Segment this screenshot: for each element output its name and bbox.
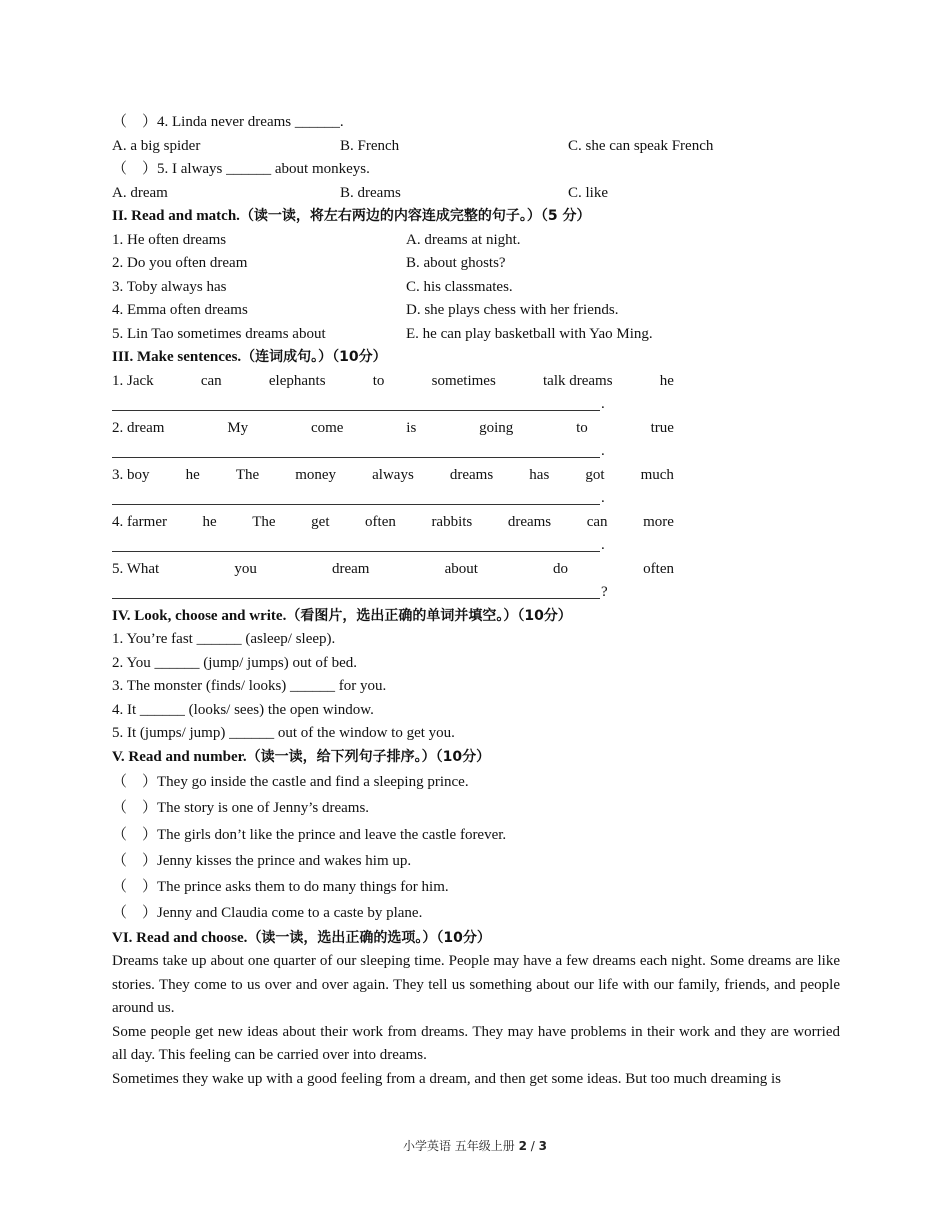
word: can [200, 372, 222, 389]
page-total: 3 [538, 1139, 548, 1153]
sentence-end-mark: ? [601, 584, 608, 600]
sentence-end-mark: . [601, 396, 605, 412]
match-row [112, 323, 840, 347]
underline [112, 410, 600, 411]
section-title: III. Make sentences. [112, 349, 242, 365]
word: money [295, 466, 337, 483]
word-bank [112, 511, 674, 535]
footer-label: 小学英语 五年级上册 [402, 1139, 515, 1153]
mc-question-5: （ ）5. I always ______ about monkeys. [112, 161, 370, 177]
option-a: A. dream [112, 184, 168, 201]
word: 4. farmer [112, 513, 167, 530]
word-bank [112, 417, 674, 441]
match-row [112, 299, 840, 323]
order-item: （ ）The girls don’t like the prince and leave the castle forever. [112, 826, 507, 843]
word: dreams [449, 466, 494, 483]
section-title: VI. Read and choose. [112, 929, 248, 946]
fill-item: 1. You’re fast ______ (asleep/ sleep). [112, 631, 336, 647]
word: true [650, 419, 674, 436]
word: talk dreams [543, 372, 613, 389]
underline [112, 551, 600, 552]
match-row [112, 276, 840, 300]
option-c: C. like [568, 184, 608, 201]
sentence-items [112, 370, 840, 605]
section-instruction: （连词成句。）（10分） [241, 349, 387, 365]
match-left: 3. Toby always has [112, 278, 227, 295]
section-5-heading [112, 746, 840, 770]
option-b: B. dreams [340, 184, 401, 201]
word: often [643, 560, 674, 577]
word: do [553, 560, 569, 577]
word: got [585, 466, 605, 483]
sentence-end-mark: . [601, 443, 605, 459]
match-row [112, 252, 840, 276]
match-left: 5. Lin Tao sometimes dreams about [112, 325, 326, 342]
fill-item: 5. It (jumps/ jump) ______ out of the window to get you. [112, 725, 455, 741]
section-instruction: （读一读，给下列句子排序。）（10分） [246, 748, 491, 765]
word: he [202, 513, 217, 530]
word: get [311, 513, 330, 530]
section-instruction: （读一读，将左右两边的内容连成完整的句子。）（5 分） [239, 208, 591, 224]
word: often [365, 513, 396, 530]
section-6-heading [112, 927, 840, 951]
option-b: B. French [340, 137, 400, 154]
fill-item: 4. It ______ (looks/ sees) the open window. [112, 701, 374, 718]
section-title: II. Read and match. [112, 208, 240, 224]
match-left: 4. Emma often dreams [112, 302, 248, 318]
word: he [185, 466, 200, 483]
word: dreams [507, 513, 552, 530]
word: much [640, 466, 674, 483]
word: you [234, 560, 257, 577]
answer-line[interactable] [112, 487, 840, 511]
underline [112, 598, 600, 599]
word-bank [112, 464, 674, 488]
word: has [529, 466, 550, 483]
order-item: （ ）Jenny and Claudia come to a caste by plane. [112, 905, 423, 922]
order-item: （ ）The story is one of Jenny’s dreams. [112, 800, 370, 817]
word: can [586, 513, 608, 530]
match-row [112, 229, 840, 253]
underline [112, 457, 600, 458]
sentence-end-mark: . [601, 537, 605, 553]
section-title: IV. Look, choose and write. [112, 607, 287, 624]
word: 2. dream [112, 419, 165, 436]
word: is [406, 419, 417, 436]
match-right: E. he can play basketball with Yao Ming. [406, 325, 653, 342]
answer-line[interactable] [112, 440, 840, 464]
order-item: （ ）The prince asks them to do many things for him. [112, 879, 449, 896]
word: sometimes [431, 372, 496, 389]
answer-line[interactable] [112, 581, 840, 605]
section-instruction: （看图片，选出正确的单词并填空。）（10分） [286, 607, 572, 624]
match-left: 2. Do you often dream [112, 255, 248, 271]
match-left: 1. He often dreams [112, 231, 227, 248]
mc-options-4 [112, 135, 840, 159]
word: 5. What [112, 560, 160, 577]
word: elephants [268, 372, 326, 389]
option-c: C. she can speak French [568, 137, 714, 154]
worksheet-page [112, 111, 840, 1091]
section-3-heading [112, 346, 840, 370]
word: going [479, 419, 514, 436]
reading-paragraph: Some people get new ideas about their work from dreams. They may have problems in their work and they are worried all day. This feeling can be carried over into dreams. [112, 1023, 840, 1064]
word: about [444, 560, 478, 577]
word: dream [331, 560, 370, 577]
match-right: C. his classmates. [406, 278, 513, 295]
word: more [643, 513, 674, 530]
word: rabbits [431, 513, 473, 530]
match-right: A. dreams at night. [406, 231, 521, 248]
page-footer [0, 1137, 950, 1154]
word: to [372, 372, 385, 389]
word-bank [112, 370, 674, 394]
order-item: （ ）Jenny kisses the prince and wakes him up. [112, 852, 412, 869]
word: come [310, 419, 344, 436]
fill-item: 2. You ______ (jump/ jumps) out of bed. [112, 654, 358, 671]
word: The [235, 466, 260, 483]
section-instruction: （读一读，选出正确的选项。）（10分） [247, 929, 491, 946]
reading-paragraph: Dreams take up about one quarter of our sleeping time. People may have a few dreams each night. Some dreams are like stories. They come to us over and over again. They tell us something about our life with our family, friends, and people around us. [112, 953, 840, 1017]
section-4-heading [112, 605, 840, 629]
reading-paragraph: Sometimes they wake up with a good feeling from a dream, and then get some ideas. But too much dreaming is [112, 1070, 782, 1087]
word: My [227, 419, 249, 436]
word: always [372, 466, 414, 483]
page-separator: / [530, 1139, 535, 1153]
word-bank [112, 558, 674, 582]
match-right: B. about ghosts? [406, 255, 506, 271]
page-number: 2 [518, 1139, 527, 1153]
word: to [576, 419, 588, 436]
order-item: （ ）They go inside the castle and find a sleeping prince. [112, 774, 469, 790]
fill-item: 3. The monster (finds/ looks) ______ for you. [112, 678, 387, 694]
section-title: V. Read and number. [112, 748, 247, 765]
sentence-end-mark: . [601, 490, 605, 506]
answer-line[interactable] [112, 393, 840, 417]
answer-line[interactable] [112, 534, 840, 558]
word: 3. boy [112, 466, 150, 483]
mc-options-5 [112, 182, 840, 206]
word: 1. Jack [112, 372, 154, 389]
word: The [252, 513, 276, 530]
mc-question-4: （ ）4. Linda never dreams ______. [112, 114, 344, 130]
word: he [659, 372, 674, 389]
match-right: D. she plays chess with her friends. [406, 302, 619, 318]
option-a: A. a big spider [112, 137, 201, 154]
section-2-heading [112, 205, 840, 229]
underline [112, 504, 600, 505]
